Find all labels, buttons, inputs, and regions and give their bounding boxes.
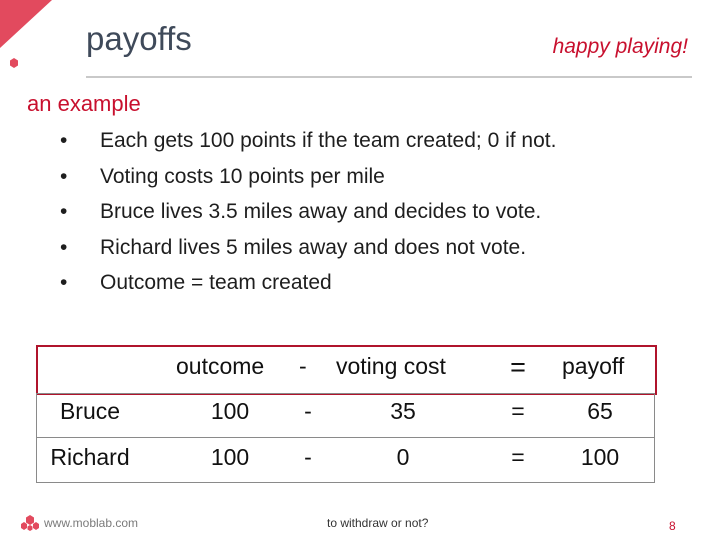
bullet-list — [60, 126, 556, 304]
richard-minus: - — [304, 444, 312, 470]
bruce-equals: = — [511, 398, 525, 424]
page-title: payoffs — [86, 20, 192, 57]
header-outcome: outcome — [176, 353, 265, 379]
richard-equals: = — [511, 444, 525, 470]
list-item — [60, 233, 556, 269]
tagline: happy playing! — [552, 35, 688, 58]
richard-outcome: 100 — [210, 444, 250, 470]
bruce-outcome: 100 — [210, 398, 250, 424]
bruce-voting-cost: 35 — [390, 398, 416, 424]
bruce-payoff: 65 — [587, 398, 613, 424]
row-name-bruce: Bruce — [59, 398, 121, 424]
bullet-icon: • — [60, 164, 68, 188]
bullet-text: Outcome = team created — [100, 271, 332, 294]
bullet-icon: • — [60, 235, 68, 259]
richard-voting-cost: 0 — [396, 444, 410, 470]
bullet-icon: • — [60, 200, 68, 223]
list-item — [60, 126, 556, 162]
moblab-logo — [0, 0, 90, 80]
footer-note: to withdraw or not? — [327, 516, 429, 530]
section-subtitle: an example — [27, 91, 141, 116]
payoff-table — [36, 343, 656, 483]
header-voting-cost: voting cost — [336, 353, 446, 379]
footer-url[interactable]: www.moblab.com — [44, 516, 139, 530]
list-item — [60, 197, 556, 233]
bullet-text: Richard lives 5 miles away and does not vote. — [100, 235, 527, 259]
header-minus: - — [299, 353, 307, 379]
row-name-richard: Richard — [50, 444, 130, 470]
bullet-text: Bruce lives 3.5 miles away and decides to vote. — [100, 200, 542, 223]
bruce-minus: - — [304, 398, 312, 424]
bullet-text: Voting costs 10 points per mile — [100, 164, 385, 188]
moblab-footer-icon — [20, 514, 40, 532]
header-divider — [86, 76, 692, 78]
list-item — [60, 162, 556, 198]
header-payoff: payoff — [562, 353, 625, 379]
bullet-icon: • — [60, 271, 68, 294]
page-number: 8 — [669, 519, 676, 533]
bullet-icon: • — [60, 129, 68, 152]
bullet-text: Each gets 100 points if the team created; 0 if not. — [100, 129, 557, 152]
list-item — [60, 268, 556, 304]
richard-payoff: 100 — [580, 444, 620, 470]
row-divider — [36, 437, 655, 438]
header-equals: = — [510, 352, 526, 382]
